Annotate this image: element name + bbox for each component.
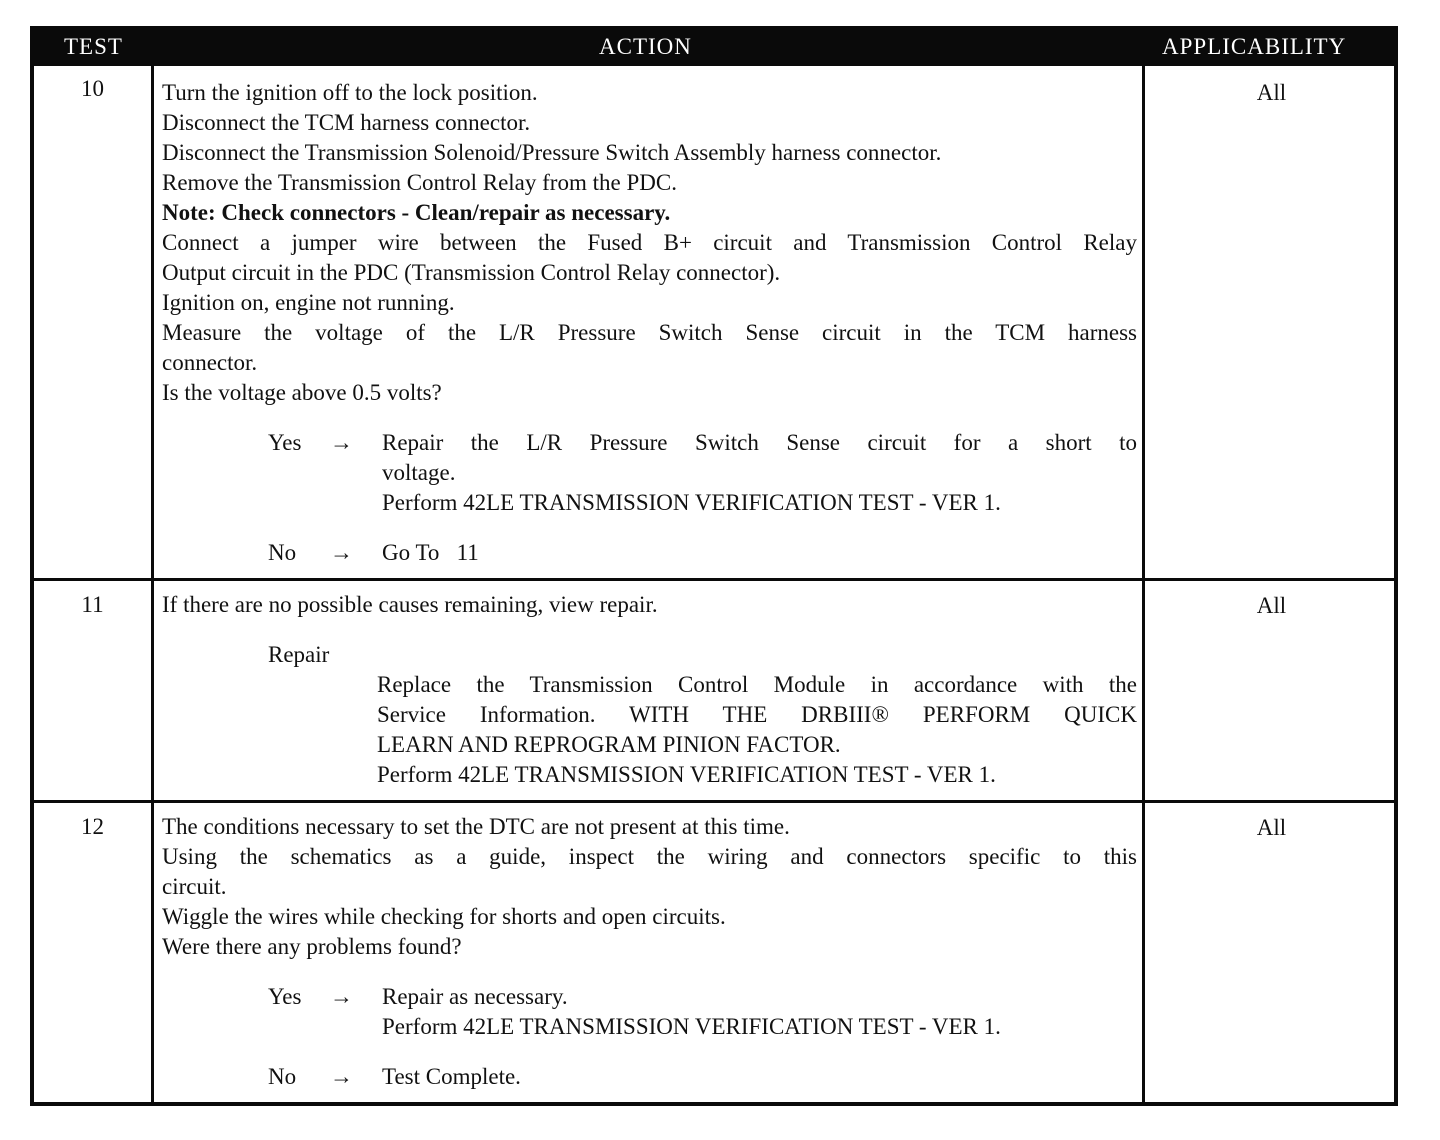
test-number-12: 12	[81, 814, 104, 839]
yes-line: Perform 42LE TRANSMISSION VERIFICATION TEST - VER 1.	[382, 1014, 1001, 1039]
action-line: circuit.	[162, 874, 227, 899]
yes-branch	[162, 982, 1137, 1042]
yes-label: Yes	[268, 430, 302, 455]
action-cell-11	[162, 590, 1137, 790]
no-line: Test Complete.	[382, 1064, 521, 1089]
action-line: The conditions necessary to set the DTC are not present at this time.	[162, 814, 790, 839]
table-header	[34, 30, 1394, 66]
action-line: Turn the ignition off to the lock position.	[162, 80, 538, 105]
header-action: ACTION	[599, 34, 692, 59]
action-line: Using the schematics as a guide, inspect the wiring and connectors specific to this	[162, 844, 1137, 869]
no-label: No	[268, 1064, 297, 1089]
row-divider	[34, 578, 1394, 581]
applicability-10: All	[1256, 80, 1287, 105]
action-line: Remove the Transmission Control Relay from the PDC.	[162, 170, 677, 195]
header-applicability: APPLICABILITY	[1162, 34, 1347, 59]
repair-body	[377, 670, 1137, 790]
header-test: TEST	[64, 34, 123, 59]
action-line: Disconnect the TCM harness connector.	[162, 110, 531, 135]
action-line: Ignition on, engine not running.	[162, 290, 455, 315]
test-number-10: 10	[81, 76, 104, 101]
yes-line: Repair the L/R Pressure Switch Sense circuit for a short to	[382, 430, 1137, 455]
arrow-icon: →	[330, 540, 353, 565]
repair-line: LEARN AND REPROGRAM PINION FACTOR.	[377, 732, 841, 757]
no-line: Go To 11	[382, 540, 479, 565]
action-line: Measure the voltage of the L/R Pressure Switch Sense circuit in the TCM harness	[162, 320, 1137, 345]
applicability-11: All	[1256, 593, 1287, 618]
action-note: Note: Check connectors - Clean/repair as necessary.	[162, 200, 671, 225]
no-label: No	[268, 540, 297, 565]
action-line: If there are no possible causes remaining, view repair.	[162, 592, 658, 617]
no-branch	[162, 538, 1137, 568]
diagnostic-test-table	[30, 26, 1398, 1106]
row-divider	[34, 800, 1394, 803]
yes-line: Perform 42LE TRANSMISSION VERIFICATION TEST - VER 1.	[382, 490, 1001, 515]
repair-line: Perform 42LE TRANSMISSION VERIFICATION TEST - VER 1.	[377, 762, 996, 787]
action-line: Output circuit in the PDC (Transmission Control Relay connector).	[162, 260, 781, 285]
action-cell-10	[162, 78, 1137, 568]
yes-label: Yes	[268, 984, 302, 1009]
test-number-11: 11	[81, 592, 104, 617]
action-question: Were there any problems found?	[162, 934, 462, 959]
repair-line: Service Information. WITH THE DRBIII® PERFORM QUICK	[377, 702, 1137, 727]
yes-branch	[162, 428, 1137, 518]
arrow-icon: →	[330, 1064, 353, 1089]
action-line: Disconnect the Transmission Solenoid/Pressure Switch Assembly harness connector.	[162, 140, 942, 165]
action-line: Wiggle the wires while checking for shorts and open circuits.	[162, 904, 726, 929]
action-line: Connect a jumper wire between the Fused B+ circuit and Transmission Control Relay	[162, 230, 1137, 255]
yes-line: Repair as necessary.	[382, 984, 568, 1009]
repair-label: Repair	[268, 642, 330, 667]
applicability-12: All	[1256, 815, 1287, 840]
column-divider	[151, 66, 154, 1102]
repair-line: Replace the Transmission Control Module in accordance with the	[377, 672, 1137, 697]
arrow-icon: →	[330, 984, 353, 1009]
action-question: Is the voltage above 0.5 volts?	[162, 380, 442, 405]
arrow-icon: →	[330, 430, 353, 455]
no-branch	[162, 1062, 1137, 1092]
action-line: connector.	[162, 350, 258, 375]
column-divider	[1142, 66, 1145, 1102]
action-cell-12	[162, 812, 1137, 1092]
yes-line: voltage.	[382, 460, 456, 485]
